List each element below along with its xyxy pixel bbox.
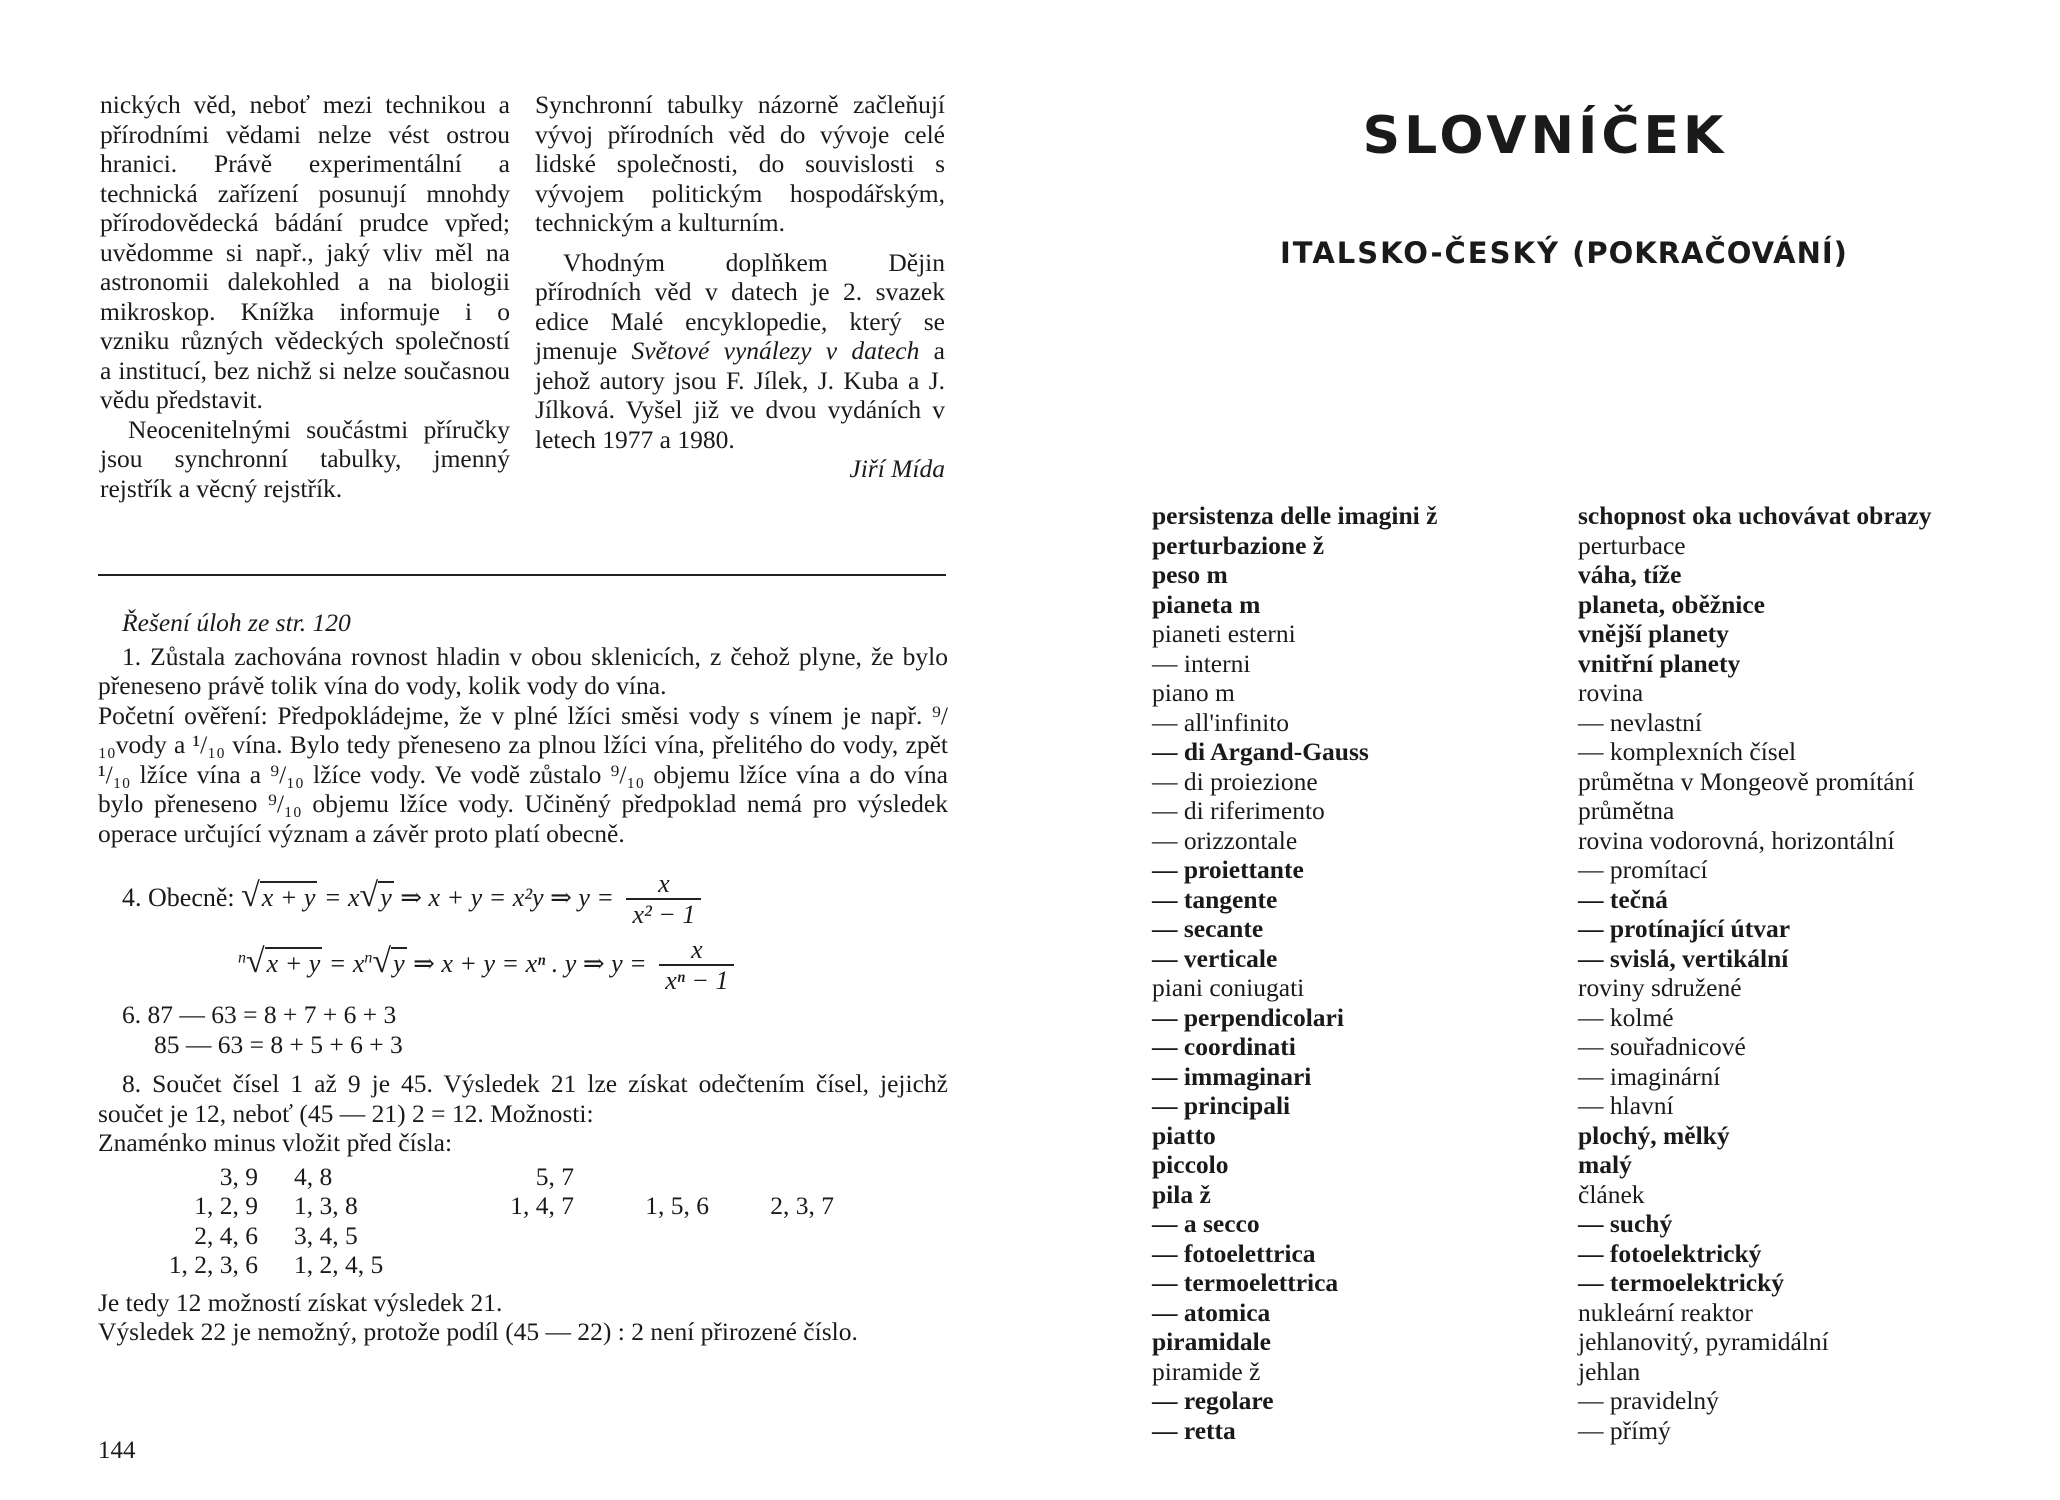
page-title: SLOVNÍČEK (1362, 106, 1728, 166)
table-row: 2, 4, 6 3, 4, 5 (194, 1220, 358, 1250)
paragraph (535, 248, 945, 455)
glossary-entry: — di riferimento (1152, 796, 1325, 825)
table-row: 3, 9 4, 8 5, 7 (219, 1161, 574, 1191)
glossary-entry: — protínající útvar (1578, 914, 1791, 943)
glossary-entry: — fotoelettrica (1152, 1238, 1316, 1268)
solution-8-note: Znaménko minus vložit před čísla: (98, 1128, 453, 1157)
glossary-entry: — proiettante (1152, 855, 1304, 884)
glossary-entry: jehlan (1578, 1356, 1641, 1386)
glossary-entry: — termoelettrica (1152, 1268, 1339, 1297)
glossary-entry: — di Argand-Gauss (1152, 737, 1369, 766)
glossary-entry: nukleární reaktor (1578, 1297, 1753, 1327)
subtitle-text: ITALSKO-ČESKÝ (1280, 236, 1560, 270)
glossary-entry: — verticale (1152, 943, 1278, 973)
glossary-entry: — di proiezione (1152, 766, 1318, 796)
glossary-entry: — atomica (1152, 1297, 1271, 1327)
solution-1-verification: Početní ověření: Předpokládejme, že v plné lžíci směsi vody s vínem je např. ⁹/₁₀vody a ¹/₁₀ vína. Bylo tedy přeneseno za plnou lžíci vína, přelitého do vody, zpět ¹/₁₀ lžíce vína a ⁹/₁₀ lžíce vody. Ve vodě zůstalo ⁹/₁₀ objemu lžíce vína a do vína bylo přeneseno ⁹/₁₀ objemu lžíce vody. Učiněný předpoklad nemá pro výsledek operace určující význam a závěr proto platí obecně. (98, 700, 948, 848)
equation-4-line-1: 4. Obecně: √x + y = x√y ⇒ x + y = x²y ⇒ y = $\frac{x}{\text{x² − 1}}$ (122, 870, 948, 930)
glossary-entry: planeta, oběžnice (1578, 589, 1765, 619)
glossary-entry: — coordinati (1152, 1032, 1296, 1061)
glossary-entry: — interni (1152, 648, 1251, 678)
equation-6-line-1: 6. 87 — 63 = 8 + 7 + 6 + 3 (122, 1000, 397, 1029)
solutions-section (98, 608, 948, 1347)
glossary-entry: schopnost oka uchovávat obrazy (1578, 501, 1932, 530)
right-page (1030, 0, 2060, 1500)
glossary-entry: článek (1578, 1179, 1645, 1209)
solutions-heading: Řešení úloh ze str. 120 (122, 608, 351, 637)
glossary-entry: malý (1578, 1150, 1632, 1179)
glossary-entry: — kolmé (1578, 1002, 1674, 1032)
glossary-entry: — all'infinito (1152, 707, 1290, 737)
equation-4-line-2: $^n√x + y = x^n√y$ ⇒ x + y = xⁿ . y ⇒ y = $\frac{x}{\text{xⁿ − 1}}$ (238, 936, 948, 996)
solution-8-impossible: Výsledek 22 je nemožný, protože podíl (45 — 22) : 2 není přirozené číslo. (98, 1317, 858, 1346)
glossary-entry: — immaginari (1152, 1061, 1312, 1091)
glossary-entry: — promítací (1578, 855, 1708, 884)
solution-1: 1. Zůstala zachována rovnost hladin v obou sklenicích, z čehož plyne, že bylo přeneseno právě tolik vína do vody, kolik vody do vína. (98, 641, 948, 700)
glossary-entry: — imaginární (1578, 1061, 1721, 1091)
glossary-entry: jehlanovitý, pyramidální (1578, 1327, 1829, 1356)
page-number: 144 (98, 1437, 136, 1464)
glossary-entry: — pravidelný (1578, 1386, 1719, 1415)
glossary-entry: pila ž (1152, 1179, 1211, 1209)
text-column-a (100, 90, 510, 503)
glossary-entry: piano m (1152, 678, 1235, 707)
glossary-entry: — souřadnicové (1578, 1032, 1746, 1061)
glossary-entry: — svislá, vertikální (1578, 943, 1789, 973)
glossary-entry: vnitřní planety (1578, 648, 1741, 678)
paragraph: Neocenitelnými součástmi příručky jsou synchronní tabulky, jmenný rejstřík a věcný rejstřík. (100, 414, 510, 503)
subtitle-continued: (POKRAČOVÁNÍ) (1572, 236, 1848, 270)
solution-8: 8. Součet čísel 1 až 9 je 45. Výsledek 21 lze získat odečtením čísel, jejichž součet je 12, neboť (45 — 21) 2 = 12. Možnosti: (98, 1069, 948, 1128)
glossary-entry: — nevlastní (1578, 707, 1702, 737)
glossary-entry: — tangente (1152, 884, 1278, 914)
text-column-b (535, 90, 945, 484)
signature: Jiří Mída (849, 454, 945, 483)
glossary-entry: — termoelektrický (1578, 1268, 1785, 1297)
combinations-table (98, 1162, 948, 1280)
glossary-entry: vnější planety (1578, 619, 1729, 648)
glossary-entry: rovina (1578, 678, 1644, 707)
solution-8-result: Je tedy 12 možností získat výsledek 21. (98, 1287, 503, 1317)
glossary-entry: — principali (1152, 1091, 1291, 1120)
table-row: 1, 2, 3, 6 1, 2, 4, 5 (168, 1250, 384, 1279)
glossary-entry: pianeti esterni (1152, 619, 1296, 648)
glossary-entry: perturbace (1578, 530, 1686, 560)
glossary-entry: váha, tíže (1578, 560, 1682, 589)
glossary-entry: piccolo (1152, 1150, 1229, 1179)
paragraph-text: Vhodným doplňkem Dějin přírodních věd v datech je 2. svazek edice Malé encyklopedie, který se jmenuje (535, 247, 945, 365)
section-divider (98, 574, 946, 576)
glossary-entry: rovina vodorovná, horizontální (1578, 825, 1895, 855)
glossary-entry: — secante (1152, 914, 1264, 943)
equation-6-line-2: 85 — 63 = 8 + 5 + 6 + 3 (154, 1029, 403, 1059)
glossary-entry: průmětna (1578, 796, 1675, 825)
glossary-entry: — orizzontale (1152, 825, 1298, 855)
paragraph: nických věd, neboť mezi technikou a přírodními vědami nelze vést ostrou hranici. Právě experimentální a technická zařízení posunují mnohdy přírodovědecká bádání prudce vpřed; uvědomme si např., jaký vliv měl na astronomii dalekohled a na biologii mikroskop. Knížka informuje i o vzniku různých vědeckých společností a institucí, bez nichž si nelze současnou vědu představit. (100, 90, 510, 414)
glossary-entry: — tečná (1578, 884, 1668, 914)
book-title: Světové vynálezy v datech (631, 336, 920, 365)
glossary-entry: perturbazione ž (1152, 530, 1325, 560)
table-row: 1, 2, 9 1, 3, 8 1, 4, 7 1, 5, 6 2, 3, 7 (194, 1191, 834, 1220)
glossary-entry: piani coniugati (1152, 973, 1305, 1002)
glossary-entry: — regolare (1152, 1386, 1274, 1415)
glossary-entry: piramidale (1152, 1327, 1271, 1356)
glossary-entry: — retta (1152, 1415, 1236, 1445)
glossary-entry: — fotoelektrický (1578, 1238, 1762, 1268)
czech-terms-column (1578, 501, 1932, 1445)
glossary-entry: persistenza delle imagini ž (1152, 501, 1438, 530)
paragraph-text: a jehož autory jsou F. Jílek, J. Kuba a J. Jílková. Vyšel již ve dvou vydáních v letech 1977 a 1980. (535, 336, 945, 454)
glossary-entry: — komplexních čísel (1578, 737, 1797, 766)
paragraph: Synchronní tabulky názorně začleňují vývoj přírodních věd do vývoje celé lidské společnosti, do souvislosti s vývojem politickým hospodářským, technickým a kulturním. (535, 90, 945, 237)
glossary-entry: piramide ž (1152, 1356, 1261, 1386)
glossary-entry: průmětna v Mongeově promítání (1578, 766, 1915, 796)
glossary-entry: roviny sdružené (1578, 973, 1742, 1002)
glossary-entry: — a secco (1152, 1209, 1260, 1238)
glossary-entry: peso m (1152, 560, 1228, 589)
glossary-entry: — perpendicolari (1152, 1002, 1344, 1032)
glossary-entry: — suchý (1578, 1209, 1673, 1238)
glossary-entry: — hlavní (1578, 1091, 1674, 1120)
glossary-entry: piatto (1152, 1120, 1216, 1150)
italian-terms-column (1152, 501, 1437, 1445)
glossary-entry: — přímý (1578, 1415, 1671, 1445)
glossary-entry: pianeta m (1152, 589, 1261, 619)
page-subtitle (1280, 236, 1848, 270)
glossary-entry: plochý, mělký (1578, 1120, 1730, 1150)
